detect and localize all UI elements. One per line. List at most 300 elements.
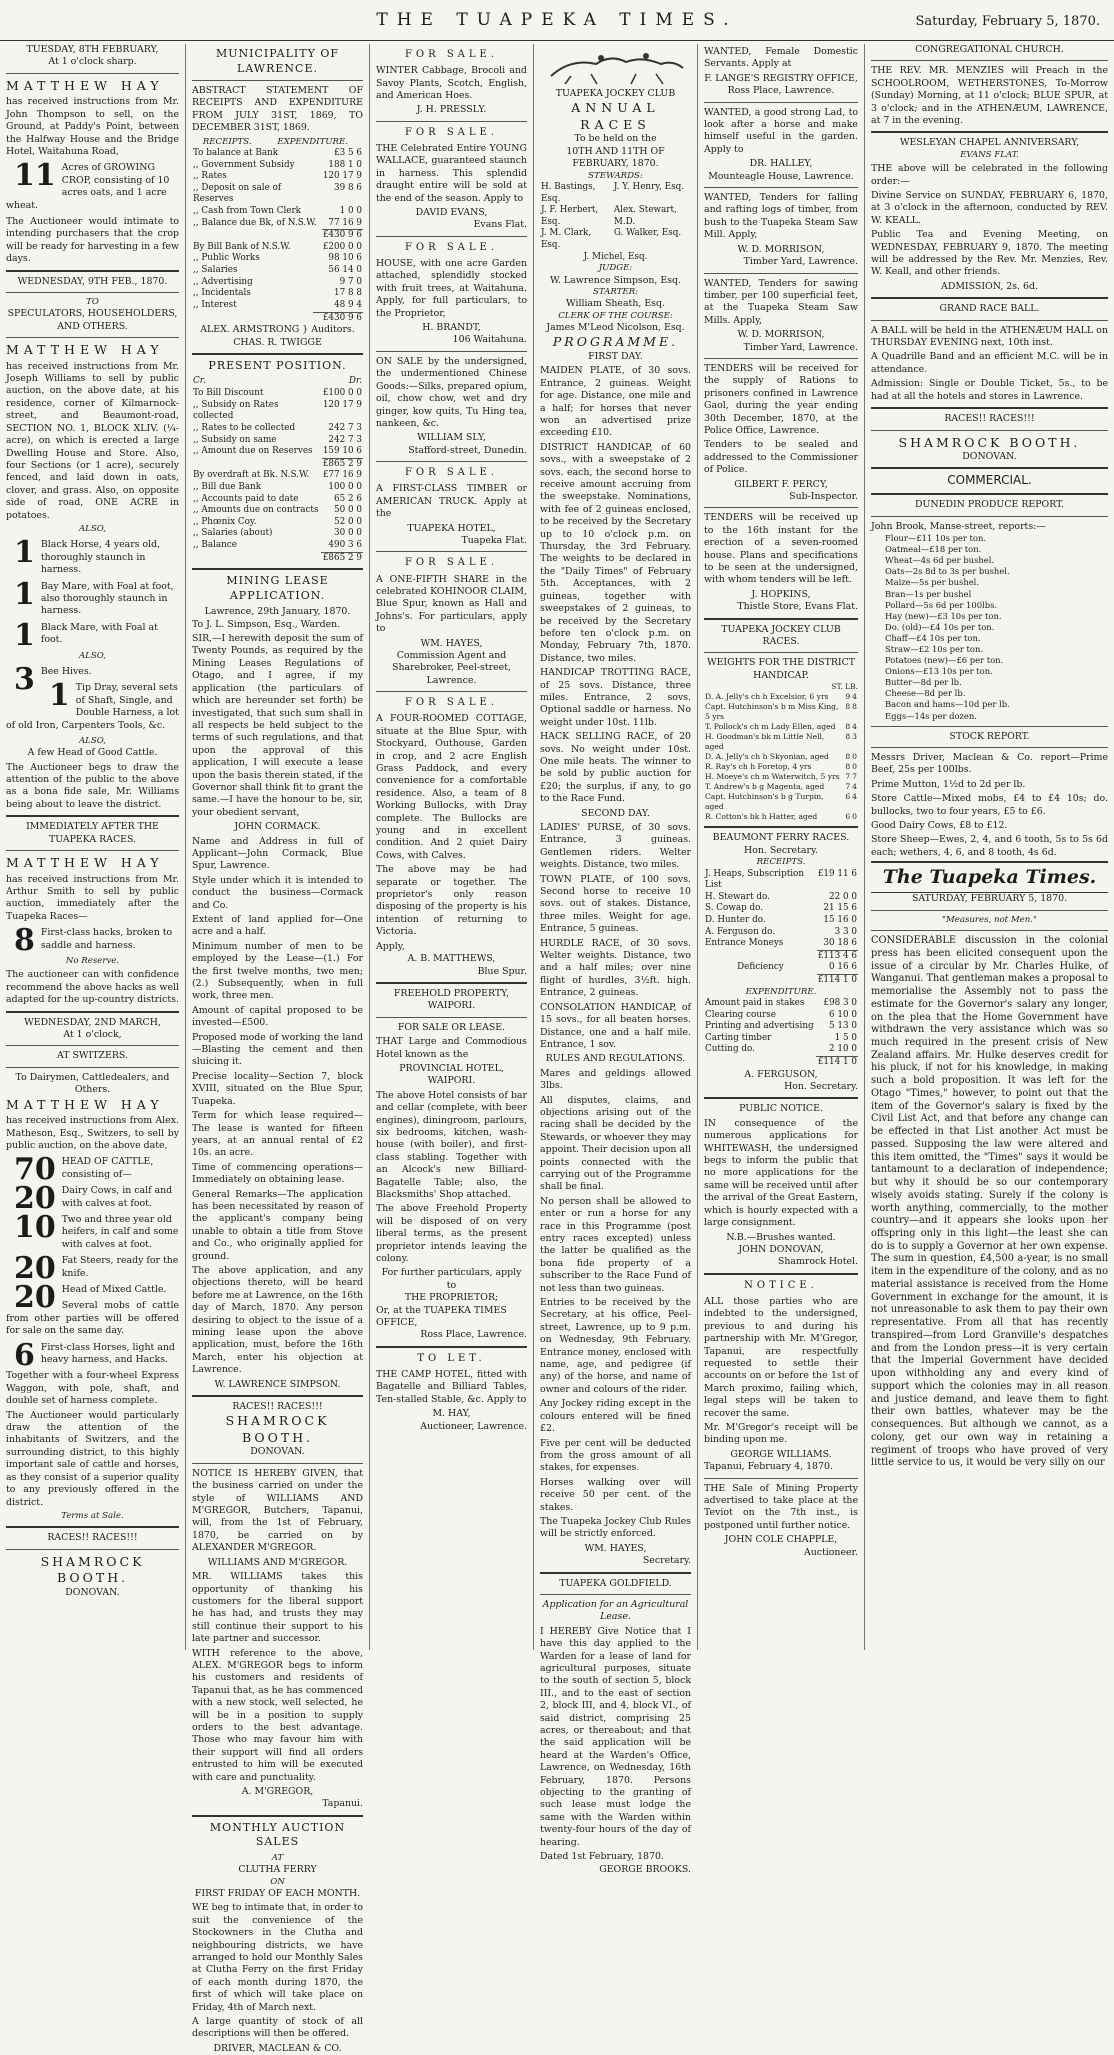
section-heading: COMMERCIAL. xyxy=(947,473,1032,488)
ad-place: Auctioneer. xyxy=(803,1546,858,1558)
lot-text: HEAD OF CATTLE, consisting of— xyxy=(61,1156,154,1180)
table-row: ,, Rates to be collected 242 7 3 xyxy=(193,422,362,433)
masthead-title: THE TUAPEKA TIMES. xyxy=(376,10,738,30)
table-total: £113 4 6 xyxy=(817,950,857,961)
ad-heading: SPECULATORS, HOUSEHOLDERS, AND OTHERS. xyxy=(7,308,178,332)
lot-number: 10 xyxy=(14,1209,56,1245)
motto: "Measures, not Men." xyxy=(942,914,1037,925)
race-entry: TOWN PLATE, of 100 sovs. Second horse to receive 10 sovs. out of stakes. Distance, three miles. Weight for age. Entrance, 5 guineas. xyxy=(540,873,691,935)
lot-number: 70 xyxy=(14,1152,56,1188)
ad-body: A Quadrille Band and an efficient M.C. will be in attendance. xyxy=(871,351,1108,375)
ad-note: The Auctioneer would particularly draw the attention of the inhabitants of Switzers, and the surrounding district, to this highly important sale of cattle and horses, as they consist of a superior quality to any previously offered in the district. xyxy=(6,1409,179,1508)
sale-date: TUESDAY, 8TH FEBRUARY, xyxy=(26,44,159,55)
rule-item: Five per cent will be deducted from the gross amount of all stakes, for expenses. xyxy=(540,1437,691,1474)
ad-body: WANTED, Female Domestic Servants. Apply at xyxy=(704,46,858,70)
ad-body: has received instructions from Alex. Matheson, Esq., Switzers, to sell by public auction, on the above date, xyxy=(6,1115,179,1151)
table-row: Carting timber 1 5 0 xyxy=(705,1032,857,1043)
ad-body: A FIRST-CLASS TIMBER or AMERICAN TRUCK. Apply at the xyxy=(376,483,527,520)
race-entry: LADIES' PURSE, of 30 sovs. Entrance, 3 guineas. Gentlemen riders. Welter weights. Distance, two miles. xyxy=(540,822,691,871)
ad-heading: BEAUMONT FERRY RACES. xyxy=(712,832,850,844)
ad-place: Ross Place, Lawrence. xyxy=(727,85,835,97)
table-row: ,, Cash from Town Clerk 1 0 0 xyxy=(193,206,362,217)
table-header: RECEIPTS. xyxy=(202,136,252,147)
ad-signature: A. M'GREGOR, xyxy=(241,1786,314,1797)
event-dates: 10TH AND 11TH OF FEBRUARY, 1870. xyxy=(566,145,665,170)
ad-subheading: Hon. Secretary. xyxy=(744,844,818,856)
ad-place: Thistle Store, Evans Flat. xyxy=(737,601,858,613)
list-item: Hay (new)—£3 10s per ton. xyxy=(885,610,1002,621)
ad-body: THE above will be celebrated in the following order:— xyxy=(871,163,1108,187)
report-line: Messrs Driver, Maclean & Co. report—Prime Beef, 25s per 100lbs. xyxy=(871,752,1108,776)
table-row: S. Cowap do. 21 15 6 xyxy=(705,903,857,914)
lot-item xyxy=(6,923,179,959)
table-row: D. Hunter do. 15 16 0 xyxy=(705,914,857,925)
ad-place: Blue Spur. xyxy=(477,965,527,977)
column-1 xyxy=(0,44,185,1650)
ad-signature: DR. HALLEY, xyxy=(749,158,813,170)
ad-body: WANTED, Tenders for falling and rafting logs of timber, from bush to the Tuapeka Steam Saw Mill. Apply, xyxy=(704,192,858,241)
ad-body: A ONE-FIFTH SHARE in the celebrated KOHINOOR CLAIM, Blue Spur, known as Hall and Johns's. For particulars, apply to xyxy=(376,573,527,635)
stewards-label: STEWARDS: xyxy=(588,170,643,181)
ad-signature: DONOVAN. xyxy=(65,1586,120,1598)
list-item: Chaff—£4 10s per ton. xyxy=(885,632,981,643)
judge-label: JUDGE: xyxy=(598,263,633,274)
lot-item xyxy=(6,617,179,653)
lot-number: 20 xyxy=(14,1181,56,1217)
report-heading: DUNEDIN PRODUCE REPORT. xyxy=(915,499,1064,511)
list-item: Flour—£11 10s per ton. xyxy=(885,533,987,544)
ad-body: MR. WILLIAMS takes this opportunity of thanking his customers for the liberal support he has had, and trusts they may still continue their support to his late partner and successor. xyxy=(192,1571,363,1645)
ad-place: Auctioneer, Lawrence. xyxy=(420,1420,527,1432)
ad-place: Shamrock Hotel. xyxy=(777,1256,858,1268)
lot-item xyxy=(6,158,179,212)
table-row: ,, Government Subsidy 188 1 0 xyxy=(193,159,362,170)
race-entry: MAIDEN PLATE, of 30 sovs. Entrance, 2 guineas. Weight for age. Distance, one mile and a half; for horses that never won an advertised prize exceeding £10. xyxy=(540,365,691,439)
ad-body: Together with a four-wheel Express Waggon, with pole, shaft, and double set of harness complete. xyxy=(6,1370,179,1407)
lot-text: First-class hacks, broken to saddle and harness. xyxy=(40,927,173,951)
ad-signature: DONOVAN. xyxy=(962,451,1017,462)
ad-signature: A. B. MATTHEWS, xyxy=(407,953,496,965)
ad-body: ALL those parties who are indebted to the undersigned, previous to and during his partnership with Mr. M'Gregor, Tapanui, are respectfully requested to settle their accounts on or before the 1st of March proximo, failing which, legal steps will be taken to recover the same. xyxy=(704,1295,858,1419)
lease-detail: Style under which it is intended to conduct the business—Cormack and Co. xyxy=(192,874,363,911)
race-entry: HANDICAP TROTTING RACE, of 25 sovs. Distance, three miles. Entrance, 2 sovs. Optional saddle or harness. No weight under 10st. 11lb. xyxy=(540,667,691,728)
ad-signature: WILLIAM SLY, xyxy=(417,432,486,444)
to-label: TO xyxy=(86,297,99,307)
ad-heading: FREEHOLD PROPERTY, WAIPORI. xyxy=(393,987,510,1012)
ad-heading: FOR SALE. xyxy=(404,126,499,138)
ad-place: Tapanui. xyxy=(322,1798,363,1810)
list-item: Bacon and hams—10d per lb. xyxy=(885,699,1010,710)
judge-name: W. Lawrence Simpson, Esq. xyxy=(549,274,682,286)
lot-number: 1 xyxy=(14,617,35,653)
ad-heading: RACES!! RACES!!! xyxy=(47,1532,138,1544)
event-title: ANNUAL RACES xyxy=(571,100,660,132)
ad-body: A large quantity of stock of all descriptions will then be offered. xyxy=(192,2016,363,2040)
lot-number: 20 xyxy=(14,1280,56,1315)
lease-detail: Name and Address in full of Applicant—John Cormack, Blue Spur, Lawrence. xyxy=(192,835,363,872)
table-row: J. M. Clark, Esq. G. Walker, Esq. xyxy=(541,228,682,251)
list-item: Eggs—14s per dozen. xyxy=(885,710,977,721)
lot-number: 20 xyxy=(14,1251,56,1287)
produce-list xyxy=(871,533,1108,722)
ad-place: 106 Waitahuna. xyxy=(452,334,527,346)
ad-signature: J. H. PRESSLY. xyxy=(416,104,487,116)
ad-body: I HEREBY Give Notice that I have this day applied to the Warden for a lease of land for agricultural purposes, situate to the south of section 5, block III., and to the east of section 2, block III, and 4, block VI., of said district, comprising 25 acres, or thereabout; and that the said application will be heard at the Warden's Office, Lawrence, on Wednesday, 16th February, 1870. Persons objecting to the granting of such lease must lodge the same with the Warden within twenty-four hours of the day of hearing. xyxy=(540,1625,691,1848)
ad-body: TENDERS will be received for the supply of Rations to prisoners confined in Lawrence Gaol, during the year ending 30th December, 1870, at the Police Office, Lawrence. xyxy=(704,362,858,436)
day-heading: FIRST DAY. xyxy=(588,350,643,362)
ad-body: THE REV. MR. MENZIES will Preach in the SCHOOLROOM, WETHERSTONES, To-Morrow (Sunday) Morning, at 11 o'clock; BLUE SPUR, at 3 o'clock; and in the ATHENÆUM, LAWRENCE, at 7 in the evening. xyxy=(871,65,1108,127)
ad-heading: TUAPEKA GOLDFIELD. xyxy=(559,1577,672,1589)
lot-text: Fat Steers, ready for the knife. xyxy=(61,1255,179,1279)
editorial-date: SATURDAY, FEBRUARY 5, 1870. xyxy=(911,893,1068,905)
ad-address: To J. L. Simpson, Esq., Warden. xyxy=(192,618,341,630)
clerk-name: James M'Leod Nicolson, Esq. xyxy=(546,322,685,334)
ad-note: N.B.—Brushes wanted. xyxy=(726,1231,836,1243)
ad-signature: M. HAY, xyxy=(432,1408,471,1420)
ad-heading: TUAPEKA RACES. xyxy=(48,833,137,845)
auctioneer-name: MATTHEW HAY xyxy=(6,342,164,358)
auditors: ALEX. ARMSTRONG } Auditors. CHAS. R. TWIGGE xyxy=(200,324,355,348)
ad-heading: RACES!! RACES!!! xyxy=(232,1401,323,1413)
lease-detail: Precise locality—Section 7, block XVIII, situated on the Blue Spur, Tuapeka. xyxy=(192,1070,363,1107)
table-header: EXPENDITURE. xyxy=(277,136,349,147)
ad-subheading: EVANS FLAT. xyxy=(960,149,1019,160)
table-row: ,, Incidentals 17 8 8 xyxy=(193,288,362,299)
table-row: Clearing course 6 10 0 xyxy=(705,1009,857,1020)
lot-number: 1 xyxy=(14,576,35,612)
lot-text: Tip Dray, several sets of Shaft, Single, and Double Harness, a lot of old Iron, Carpenters Tools, &c. xyxy=(6,682,179,731)
ad-signature: DONOVAN. xyxy=(250,1446,305,1458)
table-row: D. A. Jelly's ch h Excelsior, 6 yrs 9 4 xyxy=(705,692,857,702)
report-intro: John Brook, Manse-street, reports:— xyxy=(871,520,1046,532)
sale-time: At 1 o'clock, xyxy=(63,1029,122,1040)
auctioneer-name: MATTHEW HAY xyxy=(6,855,164,871)
list-item: Cheese—8d per lb. xyxy=(885,688,966,699)
ad-body: WANTED, a good strong Lad, to look after a horse and make himself useful in the garden. Apply to xyxy=(704,106,858,155)
rule-item: Any Jockey riding except in the colours entered will be fined £2. xyxy=(540,1398,691,1435)
lease-detail: Proposed mode of working the land—Blasting the cement and then sluicing it. xyxy=(192,1031,363,1068)
lot-text: Dairy Cows, in calf and with calves at foot. xyxy=(61,1185,173,1209)
lot-text: A few Head of Good Cattle. xyxy=(27,747,158,759)
ad-body: WANTED, Tenders for sawing timber, per 100 superficial feet, at the Tuapeka Steam Saw Mills. Apply, xyxy=(704,277,858,326)
table-row: A. Ferguson do. 3 3 0 xyxy=(705,926,857,937)
lot-number: 1 xyxy=(14,535,35,571)
ad-body: WE beg to intimate that, in order to suit the convenience of the Stockowners in the Clutha and neighbouring districts, we have arranged to hold our Monthly Sales at Clutha Ferry on the first Friday of each month during 1870, the first of which will take place on Friday, 4th of March next. xyxy=(192,1902,363,2013)
ad-place: Timber Yard, Lawrence. xyxy=(743,341,858,353)
ad-heading: SHAMROCK BOOTH. xyxy=(898,434,1081,450)
ad-signature: WM. HAYES, xyxy=(584,1542,647,1554)
ad-place: Tuapeka Flat. xyxy=(461,534,527,546)
lot-item xyxy=(6,1337,179,1373)
ad-heading: TO LET. xyxy=(417,1352,486,1364)
lot-item xyxy=(6,535,179,576)
race-entry: HURDLE RACE, of 30 sovs. Welter weights. Distance, two and a half miles; over nine flight of hurdles, 3½ft. high. Entrance, 2 guineas. xyxy=(540,937,691,999)
ad-heading: SHAMROCK BOOTH. xyxy=(225,1413,330,1445)
list-item: Straw—£2 10s per ton. xyxy=(885,643,984,654)
table-row: R. Ray's ch h Foretop, 4 yrs 8 0 xyxy=(705,762,857,772)
table-row: ,, Salaries (about) 30 0 0 xyxy=(193,528,362,539)
also-label: ALSO, xyxy=(78,735,107,746)
lot-item xyxy=(6,1209,179,1251)
also-label: ALSO, xyxy=(78,650,107,661)
table-row: H. Stewart do. 22 0 0 xyxy=(705,891,857,902)
section-heading: MUNICIPALITY OF LAWRENCE. xyxy=(216,47,339,75)
table-row: T. Pollock's ch m Lady Ellen, aged 8 4 xyxy=(705,722,857,732)
list-item: Maize—5s per bushel. xyxy=(885,577,980,588)
ad-note: The Auctioneer begs to draw the attention of the public to the above as a bona fide sale, Mr. Williams being about to leave the district. xyxy=(6,761,179,810)
rules-heading: RULES AND REGULATIONS. xyxy=(545,1053,686,1065)
table-total: £114 1 0 xyxy=(817,975,857,986)
ad-signature: H. BRANDT, xyxy=(422,322,481,334)
accounts-table xyxy=(704,998,858,1069)
table-row: ,, Public Works 98 10 6 xyxy=(193,253,362,264)
column-2 xyxy=(186,44,369,2054)
ad-body: Divine Service on SUNDAY, FEBRUARY 6, 1870, at 3 o'clock in the afternoon, conducted by REV. W. KEALL. xyxy=(871,190,1108,226)
ad-apply: Apply, xyxy=(376,940,405,952)
ad-heading: NOTICE. xyxy=(744,1279,818,1291)
lot-text: Bay Mare, with Foal at foot, also thoroughly staunch in harness. xyxy=(40,580,174,617)
stewards-table xyxy=(540,182,691,263)
admission: ADMISSION, 2s. 6d. xyxy=(941,280,1038,292)
column-6 xyxy=(865,44,1114,1650)
lot-number: 1 xyxy=(48,678,70,714)
table-row: ,, Interest 48 9 4 xyxy=(193,299,362,310)
ad-signature: A. FERGUSON, xyxy=(744,1068,818,1080)
newspaper-nameplate: The Tuapeka Times. xyxy=(871,861,1108,893)
ad-signature: GEORGE BROOKS. xyxy=(599,1863,691,1875)
ad-body: THE Sale of Mining Property advertised to take place at the Teviot on the 7th inst., is postponed until further notice. xyxy=(704,1482,858,1531)
table-row: H. Bastings, Esq. J. Y. Henry, Esq. xyxy=(541,181,685,204)
table-row: Printing and advertising 5 13 0 xyxy=(705,1021,857,1032)
table-row: J. F. Herbert, Esq. Alex. Stewart, M.D. xyxy=(541,205,677,227)
table-row: To balance at Bank £3 5 6 xyxy=(193,148,362,158)
section-heading: PRESENT POSITION. xyxy=(208,358,347,372)
ad-place: Stafford-street, Dunedin. xyxy=(408,444,527,456)
ad-body: has received instructions from Mr. Arthur Smith to sell by public auction, immediately after the Tuapeka Races— xyxy=(6,873,179,922)
ad-body: has received instructions from Mr. Joseph Williams to sell by public auction, on the above date, at his residence, corner of Kilmarnock-street, and Beaumont-road, SECTION NO. 1, BLOCK XLIV. (¼-acre), on which is erected a large Dwelling House and Store. Also, four Sections (or 1 acre), securely fenced, and laid down in oats, clover, and grass. Also, on opposite side of road, ONE ACRE in potatoes. xyxy=(6,360,179,521)
list-item: Potatoes (new)—£6 per ton. xyxy=(885,655,1004,666)
lot-item xyxy=(6,1280,179,1315)
table-row: T. Andrew's b g Magenta, aged 7 4 xyxy=(705,782,857,792)
table-total: £865 2 9 xyxy=(322,458,362,469)
clerk-label: CLERK OF THE COURSE: xyxy=(558,310,673,321)
lease-detail: Extent of land applied for—One acre and a half. xyxy=(192,914,363,938)
ad-heading: TUAPEKA JOCKEY CLUB RACES. xyxy=(721,623,841,648)
table-row: ,, Advertising 9 7 0 xyxy=(193,276,362,287)
list-item: Pollard—5s 6d per 100lbs. xyxy=(885,599,998,610)
ad-place: Evans Flat. xyxy=(473,219,527,231)
lot-item xyxy=(6,1251,179,1287)
ad-body: The above Hotel consists of bar and cellar (complete, with beer engines), diningroom, parlours, six bedrooms, kitchen, wash-house (with boiler), and first-class stabling. Together with an Alcock's new Billiard-Bagatelle Table; also, the Blacksmiths' Shop attached. xyxy=(376,1089,527,1200)
ad-heading: FOR SALE. xyxy=(404,697,499,709)
ad-body: Mr. M'Gregor's receipt will be binding upon me. xyxy=(704,1421,858,1446)
ad-body: IN consequence of the numerous applications for WHITEWASH, the undersigned begs to inform the public that no more applications for the same will be received until after the arrival of the Great Eastern, which is hourly expected with a large consignment. xyxy=(704,1117,858,1229)
ad-heading: To Dairymen, Cattledealers, and Others. xyxy=(15,1071,170,1096)
table-row: H. Goodman's bk m Little Nell, aged 8 3 xyxy=(705,732,857,752)
ad-heading: RACES!! RACES!!! xyxy=(944,413,1035,425)
ad-place: Sub-Inspector. xyxy=(789,491,858,502)
terms-label: Terms at Sale. xyxy=(61,1510,124,1521)
table-header: RECEIPTS. xyxy=(756,857,806,868)
ad-place: Hon. Secretary. xyxy=(784,1081,858,1093)
ad-connector: ON xyxy=(270,1876,285,1887)
rule-item: The Tuapeka Jockey Club Rules will be strictly enforced. xyxy=(540,1515,691,1540)
table-total: £430 9 6 xyxy=(192,312,363,324)
lot-text: Black Horse, 4 years old, thoroughly staunch in harness. xyxy=(40,539,161,576)
list-item: Oats—2s 8d to 3s per bushel. xyxy=(885,566,1010,577)
hotel-name: PROVINCIAL HOTEL, WAIPORI. xyxy=(399,1062,504,1087)
ad-body: Admission: Single or Double Ticket, 5s., to be had at all the hotels and stores in Lawrence. xyxy=(871,378,1108,402)
ad-subheading: FOR SALE OR LEASE. xyxy=(397,1021,506,1033)
report-line: Good Dairy Cows, £8 to £12. xyxy=(871,820,1008,832)
accounts-table xyxy=(192,242,363,324)
table-row: ,, Rates 120 17 9 xyxy=(193,171,362,182)
lot-number: 6 xyxy=(14,1337,35,1373)
lot-text: Black Mare, with Foal at foot. xyxy=(40,621,158,646)
ad-heading: IMMEDIATELY AFTER THE xyxy=(26,821,159,833)
ad-body: ABSTRACT STATEMENT OF RECEIPTS AND EXPENDITURE FROM JULY 31ST, 1869, TO DECEMBER 31ST, 1869. xyxy=(192,85,363,134)
sale-place: AT SWITZERS. xyxy=(57,1050,128,1062)
report-line: Store Cattle—Mixed mobs, £4 to £4 10s; do. bullocks, two to four years, £5 to £6. xyxy=(871,793,1108,817)
lot-item xyxy=(6,1181,179,1217)
sale-date: WEDNESDAY, 2ND MARCH, xyxy=(24,1016,161,1028)
list-item: Bran—1s per bushel xyxy=(885,588,972,599)
table-row: ,, Balance 490 3 6 xyxy=(193,540,362,550)
list-item: Butter—8d per lb. xyxy=(885,677,962,688)
editorial-body: CONSIDERABLE discussion in the colonial press has been elicited consequent upon the issue of a circular by Mr. Charles Hulke, of Wanganui. That gentleman makes a proposal to memorialise the Assembly not to pass the estimate for the Governor's salary any longer, on the plea that the Home Government have withdrawn the very assistance which was so much required in the present crisis of New Zealand affairs. Mr. Hulke deserves credit for his pluck, if not for his knowledge, in making such a bold proposition. It was left for the Otago "Times," however, to point out that the item of the Governor's salary is fixed by the Civil List Act, and that before any change can be effected in that List another Act must be passed. Supposing the law were altered and this item omitted, the "Times" says it would be tantamount to a declaration of independence; but why it should be so our contemporary wisely avoids stating. Surely if the colony is worth anything, commercially, to the mother country—and it appears she looks upon her offspring only in this light—the least she can do is to supply a Governor at her own expense. The sum in question, £4,500 a-year, is no small item in the expenditure of the colony, and as no material assistance is received from the Home Government in exchange for the amount, it is not unreasonable to ask them to pay their own representative. From all that has recently transpired—from Lord Granville's despatches and from the London press—it is very certain that the Imperial Government have decided upon withholding any and every kind of support which the colonies may in all reason and justice demand, and leave them to fight their own battles, whatever may be the consequences. But although we cannot, as a colony, get our own way in retaining a regiment of troops who have proved of very little service to us, it would be very silly on our xyxy=(871,935,1108,1469)
table-row: To Bill Discount £100 0 0 xyxy=(193,388,362,399)
masthead-date: Saturday, February 5, 1870. xyxy=(915,14,1100,29)
rule-item: Entries to be received by the Secretary, at his office, Peel-street, Lawrence, up to 9 p.m. on Wednesday, 9th February. Entrance money, enclosed with name, age, and pedigree (if any) of the horse, and name of owner and colours of the rider. xyxy=(540,1297,691,1395)
starter-label: STARTER: xyxy=(592,286,639,297)
table-row: Capt. Hutchinson's b m Miss King, 5 yrs 8 8 xyxy=(705,702,857,722)
lot-text: Two and three year old heifers, in calf and some with calves at foot. xyxy=(61,1213,179,1250)
ad-body: Tenders to be sealed and addressed to the Commissioner of Police. xyxy=(704,439,858,476)
table-row: Deficiency 0 16 6 xyxy=(737,962,857,973)
table-row: ,, Bill due Bank 100 0 0 xyxy=(193,481,362,492)
race-entry: CONSOLATION HANDICAP, of 15 sovs., for all beaten horses. Distance, one and a half mile. Entrance, 1 sov. xyxy=(540,1001,691,1050)
table-row: D. A. Jelly's ch h Skyonian, aged 8 0 xyxy=(705,752,857,762)
table-header: ST. LB. xyxy=(831,682,858,692)
ad-body: has received instructions from Mr. John Thompson to sell, on the Ground, at Paddy's Point, between the Halfway House and the Bridge Hotel, Waitahuna Road, xyxy=(6,96,179,157)
ad-body: Or, at the TUAPEKA TIMES OFFICE, xyxy=(376,1304,507,1329)
accounts-table xyxy=(192,388,363,470)
reserve-label: No Reserve. xyxy=(65,956,120,967)
ad-signature: TUAPEKA HOTEL, xyxy=(407,522,496,534)
programme-heading: PROGRAMME. xyxy=(552,334,679,350)
table-row: J. Michel, Esq. xyxy=(583,251,648,262)
report-line: Store Sheep—Ewes, 2, 4, and 6 tooth, 5s to 5s 6d each; wethers, 4, 6, and 8 tooth, 4s 6d. xyxy=(871,834,1108,858)
ad-body: TENDERS will be received up to the 16th instant for the erection of a seven-roomed house. Plans and specifications to be seen at the undersigned, with whom tenders will be left. xyxy=(704,512,858,586)
rule-item: Mares and geldings allowed 3lbs. xyxy=(540,1067,691,1092)
ad-place: Ross Place, Lawrence. xyxy=(420,1329,527,1341)
accounts-table: Cr. Dr. xyxy=(193,376,362,387)
rule-item: No person shall be allowed to enter or run a horse for any race in this Programme (post entry races excepted) unless the latter be qualified as the bona fide property of a subscriber to the Race Fund of not less than two guineas. xyxy=(540,1195,691,1294)
lease-detail: Amount of capital proposed to be invested—£500. xyxy=(192,1004,363,1029)
report-heading: STOCK REPORT. xyxy=(949,730,1030,742)
starter-name: William Sheath, Esq. xyxy=(566,298,665,310)
column-3 xyxy=(370,44,533,1650)
lease-detail: General Remarks—The application has been necessitated by reason of the applicant's company being unable to obtain a title from Stove and Co., who originally applied for ground. xyxy=(192,1188,363,1262)
table-row: By Bill Bank of N.S.W. £200 0 0 xyxy=(193,241,362,252)
ad-body: For further particulars, apply to xyxy=(381,1267,522,1291)
ad-signature: F. LANGE'S REGISTRY OFFICE, xyxy=(704,72,858,84)
accounts-table xyxy=(192,137,363,148)
lot-text: First-class Horses, light and heavy harness, and Hacks. xyxy=(40,1341,175,1366)
lot-text: Bee Hives. xyxy=(40,665,92,677)
also-label: ALSO, xyxy=(78,523,107,534)
ad-heading: FOR SALE. xyxy=(404,467,499,479)
table-total: £865 2 9 xyxy=(322,552,362,563)
ad-body: SIR,—I herewith deposit the sum of Twenty Pounds, as required by the Mining Leases Regulations of Otago, and I agree, if my application (the particulars of which are hereunder set forth) be investigated, that such sum shall in all respects be held subject to the terms of such regulations, and that upon the approval of this application, I will execute a lease upon the basis therein stated, if the Governor shall think fit to grant the same.—I have the honour to be, sir, your obedient servant, xyxy=(192,633,363,818)
table-row: R. Cotton's bk h Hatter, aged 6 0 xyxy=(705,812,857,822)
list-item: Do. (old)—£4 10s per ton. xyxy=(885,621,995,632)
ad-signature: DRIVER, MACLEAN & CO. xyxy=(213,2042,342,2054)
table-row: Entrance Moneys 30 18 6 xyxy=(705,938,857,949)
ad-body: The above may be had separate or together. The proprietor's only reason disposing of the property is his intention of returning to Victoria. xyxy=(376,864,527,938)
ad-body: THE CAMP HOTEL, fitted with Bagatelle and Billiard Tables, Ten-stalled Stable, &c. Apply to xyxy=(376,1369,527,1405)
column-4 xyxy=(534,44,697,1875)
ad-body: Several mobs of cattle from other parties will be offered for sale on the same day. xyxy=(6,1300,179,1337)
ad-body: The above application, and any objections thereto, will be heard before me at Lawrence, on the 16th day of March, 1870. Any person desiring to object to the issue of a mining lease upon the above application, must, before the 16th March, enter his objection at Lawrence. xyxy=(192,1264,363,1376)
ad-body: NOTICE IS HEREBY GIVEN, that the business carried on under the style of WILLIAMS AND M'GREGOR, Butchers, Tapanui, will, from the 1st of February, 1870, be carried on by ALEXANDER M'GREGOR. xyxy=(192,1467,363,1554)
lease-detail: Term for which lease required—The lease is wanted for fifteen years, at an annual rental of £2 10s. an acre. xyxy=(192,1110,363,1159)
table-row: ,, Phœnix Coy. 52 0 0 xyxy=(193,516,362,527)
table-row: ,, Amounts due on contracts 50 0 0 xyxy=(193,505,362,516)
accounts-table xyxy=(192,148,363,242)
racehorse-icon xyxy=(541,46,691,86)
ad-signature: GEORGE WILLIAMS. xyxy=(730,1448,832,1460)
list-item: Wheat—4s 6d per bushel. xyxy=(885,555,995,566)
club-name: TUAPEKA JOCKEY CLUB xyxy=(555,88,676,99)
ad-body: A FOUR-ROOMED COTTAGE, situate at the Blue Spur, with Stockyard, Outhouse, Garden in crop, and 2 acre English Grass Paddock, and every convenience for a comfortable residence. Also, a team of 8 Working Bullocks, with Dray complete. The Bullocks are young and in excellent condition. And 2 quiet Dairy Cows, with Calves. xyxy=(376,713,527,861)
lot-text: Acres of GROWING CROP, consisting of 10 acres oats, and 1 acre wheat. xyxy=(6,162,170,211)
table-row: ,, Balance due Bk, of N.S.W. 77 16 9 xyxy=(193,217,362,228)
ad-heading: FIRST FRIDAY OF EACH MONTH. xyxy=(194,1887,361,1899)
table-header: EXPENDITURE. xyxy=(745,986,817,997)
auctioneer-name: MATTHEW HAY xyxy=(6,1096,164,1112)
ad-place: Secretary. xyxy=(642,1555,691,1567)
lot-number: 8 xyxy=(14,923,35,959)
table-row: ,, Salaries 56 14 0 xyxy=(193,265,362,276)
ad-date: Dated 1st February, 1870. xyxy=(540,1851,664,1863)
ad-signature: W. D. MORRISON, xyxy=(737,329,825,341)
ad-signature: JOHN COLE CHAPPLE, xyxy=(724,1534,838,1546)
ad-body: To be held on the xyxy=(574,133,657,145)
ad-body: THE Celebrated Entire YOUNG WALLACE, guaranteed staunch in harness. This splendid draught entire will be sold at the end of the season. Apply to xyxy=(376,143,527,204)
accounts-table xyxy=(704,869,858,987)
lease-detail: Time of commencing operations—Immediately on obtaining lease. xyxy=(192,1161,363,1186)
lot-text: Head of Mixed Cattle. xyxy=(61,1284,167,1295)
ad-date: Tapanui, February 4, 1870. xyxy=(704,1461,833,1473)
ad-body: THAT Large and Commodious Hotel known as the xyxy=(376,1036,527,1060)
ad-heading: FOR SALE. xyxy=(404,557,499,569)
section-heading: MINING LEASE APPLICATION. xyxy=(226,574,329,602)
table-total: £430 9 6 xyxy=(322,230,362,241)
masthead xyxy=(0,0,1114,41)
ad-signature: W. D. MORRISON, xyxy=(737,243,825,255)
lot-item xyxy=(6,661,179,697)
table-total: £114 1 0 xyxy=(817,1057,857,1068)
ad-place: Timber Yard, Lawrence. xyxy=(743,256,858,268)
ad-heading: CLUTHA FERRY xyxy=(238,1864,317,1876)
sale-time: At 1 o'clock sharp. xyxy=(48,56,137,68)
table-row: J. Heaps, Subscription List £19 11 6 xyxy=(705,868,857,891)
auctioneer-name: MATTHEW HAY xyxy=(6,77,164,93)
ad-date: Lawrence, 29th January, 1870. xyxy=(204,606,351,618)
lot-item xyxy=(6,576,179,618)
rule-item: All disputes, claims, and objections arising out of the racing shall be decided by the Stewards, or whoever they may appoint. Their decision upon all points connected with the carrying out of the Programme shall be final. xyxy=(540,1094,691,1193)
